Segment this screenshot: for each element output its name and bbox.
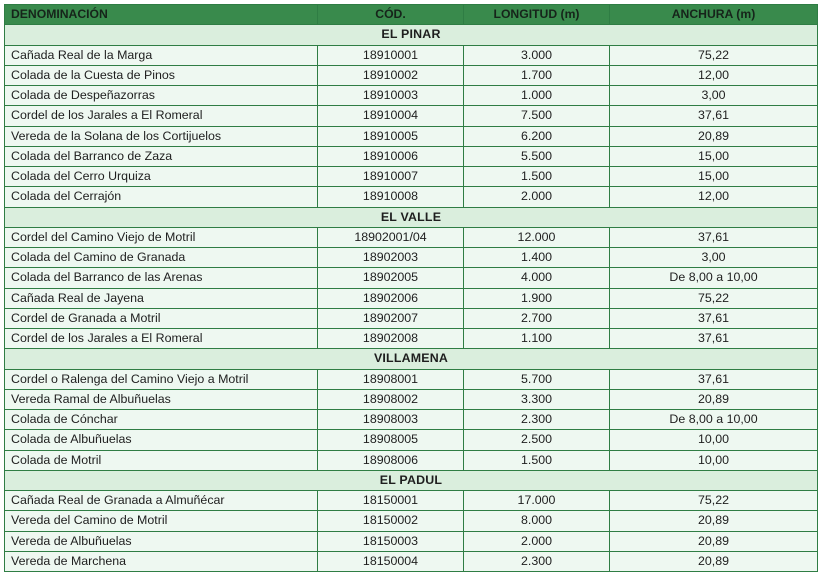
cell-cod: 18908005 <box>318 430 464 450</box>
table-row <box>5 308 818 328</box>
cell-longitud: 2.000 <box>464 187 610 207</box>
table-row <box>5 187 818 207</box>
table-row <box>5 227 818 247</box>
cell-longitud: 2.000 <box>464 531 610 551</box>
cell-cod: 18902005 <box>318 268 464 288</box>
header-cod: CÓD. <box>318 5 464 25</box>
table-row <box>5 389 818 409</box>
table-row <box>5 410 818 430</box>
cell-anchura: 12,00 <box>610 187 818 207</box>
cell-cod: 18150001 <box>318 491 464 511</box>
header-longitud: LONGITUD (m) <box>464 5 610 25</box>
cell-denominacion: Colada de Despeñazorras <box>5 86 318 106</box>
header-row <box>5 5 818 25</box>
cell-longitud: 5.500 <box>464 146 610 166</box>
cell-cod: 18902001/04 <box>318 227 464 247</box>
cell-cod: 18150003 <box>318 531 464 551</box>
table-row <box>5 65 818 85</box>
cell-longitud: 5.700 <box>464 369 610 389</box>
cell-cod: 18910005 <box>318 126 464 146</box>
cell-anchura: De 8,00 a 10,00 <box>610 268 818 288</box>
cell-denominacion: Cañada Real de Jayena <box>5 288 318 308</box>
cell-denominacion: Vereda del Camino de Motril <box>5 511 318 531</box>
cell-longitud: 12.000 <box>464 227 610 247</box>
cell-cod: 18910001 <box>318 45 464 65</box>
table-header <box>5 5 818 25</box>
table-row <box>5 450 818 470</box>
header-denominacion: DENOMINACIÓN <box>5 5 318 25</box>
cell-longitud: 3.000 <box>464 45 610 65</box>
cell-denominacion: Vereda de Marchena <box>5 551 318 571</box>
header-anchura: ANCHURA (m) <box>610 5 818 25</box>
table-row <box>5 491 818 511</box>
cell-anchura: 37,61 <box>610 369 818 389</box>
table-row <box>5 126 818 146</box>
cell-cod: 18910003 <box>318 86 464 106</box>
cell-denominacion: Colada de Motril <box>5 450 318 470</box>
table-row <box>5 511 818 531</box>
vias-pecuarias-table-container <box>4 4 818 572</box>
cell-anchura: 20,89 <box>610 126 818 146</box>
cell-denominacion: Vereda Ramal de Albuñuelas <box>5 389 318 409</box>
cell-cod: 18908006 <box>318 450 464 470</box>
cell-anchura: De 8,00 a 10,00 <box>610 410 818 430</box>
cell-longitud: 6.200 <box>464 126 610 146</box>
cell-denominacion: Colada de Cónchar <box>5 410 318 430</box>
cell-longitud: 7.500 <box>464 106 610 126</box>
cell-denominacion: Cordel o Ralenga del Camino Viejo a Motril <box>5 369 318 389</box>
cell-cod: 18908002 <box>318 389 464 409</box>
cell-anchura: 10,00 <box>610 430 818 450</box>
cell-denominacion: Colada del Camino de Granada <box>5 248 318 268</box>
cell-anchura: 75,22 <box>610 45 818 65</box>
cell-denominacion: Vereda de Albuñuelas <box>5 531 318 551</box>
group-row <box>5 349 818 369</box>
cell-longitud: 1.100 <box>464 329 610 349</box>
cell-denominacion: Colada de la Cuesta de Pinos <box>5 65 318 85</box>
cell-cod: 18902006 <box>318 288 464 308</box>
cell-longitud: 1.900 <box>464 288 610 308</box>
table-row <box>5 430 818 450</box>
cell-denominacion: Colada del Cerro Urquiza <box>5 167 318 187</box>
cell-denominacion: Cañada Real de la Marga <box>5 45 318 65</box>
table-row <box>5 288 818 308</box>
cell-longitud: 2.500 <box>464 430 610 450</box>
cell-denominacion: Colada del Barranco de Zaza <box>5 146 318 166</box>
cell-anchura: 37,61 <box>610 329 818 349</box>
table-row <box>5 248 818 268</box>
cell-denominacion: Cordel de los Jarales a El Romeral <box>5 329 318 349</box>
cell-longitud: 1.400 <box>464 248 610 268</box>
cell-cod: 18910007 <box>318 167 464 187</box>
cell-longitud: 1.500 <box>464 450 610 470</box>
cell-longitud: 1.700 <box>464 65 610 85</box>
cell-denominacion: Cañada Real de Granada a Almuñécar <box>5 491 318 511</box>
cell-cod: 18150004 <box>318 551 464 571</box>
cell-anchura: 37,61 <box>610 106 818 126</box>
group-row <box>5 470 818 490</box>
cell-anchura: 12,00 <box>610 65 818 85</box>
cell-cod: 18910006 <box>318 146 464 166</box>
cell-anchura: 15,00 <box>610 146 818 166</box>
cell-denominacion: Cordel de los Jarales a El Romeral <box>5 106 318 126</box>
cell-longitud: 2.300 <box>464 410 610 430</box>
cell-longitud: 2.700 <box>464 308 610 328</box>
cell-cod: 18902003 <box>318 248 464 268</box>
cell-cod: 18910002 <box>318 65 464 85</box>
group-title: EL PADUL <box>5 470 818 490</box>
table-row <box>5 146 818 166</box>
table-row <box>5 167 818 187</box>
cell-anchura: 20,89 <box>610 511 818 531</box>
cell-cod: 18150002 <box>318 511 464 531</box>
table-row <box>5 106 818 126</box>
cell-longitud: 1.000 <box>464 86 610 106</box>
cell-cod: 18910008 <box>318 187 464 207</box>
table-row <box>5 369 818 389</box>
cell-cod: 18902007 <box>318 308 464 328</box>
cell-longitud: 4.000 <box>464 268 610 288</box>
cell-denominacion: Colada del Cerrajón <box>5 187 318 207</box>
group-title: EL PINAR <box>5 25 818 45</box>
cell-denominacion: Vereda de la Solana de los Cortijuelos <box>5 126 318 146</box>
cell-longitud: 17.000 <box>464 491 610 511</box>
cell-cod: 18910004 <box>318 106 464 126</box>
cell-denominacion: Colada de Albuñuelas <box>5 430 318 450</box>
table-row <box>5 531 818 551</box>
cell-anchura: 10,00 <box>610 450 818 470</box>
table-row <box>5 45 818 65</box>
group-title: EL VALLE <box>5 207 818 227</box>
cell-anchura: 3,00 <box>610 86 818 106</box>
vias-pecuarias-table <box>4 4 818 572</box>
cell-denominacion: Colada del Barranco de las Arenas <box>5 268 318 288</box>
cell-denominacion: Cordel de Granada a Motril <box>5 308 318 328</box>
cell-anchura: 75,22 <box>610 491 818 511</box>
table-row <box>5 329 818 349</box>
group-title: VILLAMENA <box>5 349 818 369</box>
cell-longitud: 2.300 <box>464 551 610 571</box>
cell-anchura: 75,22 <box>610 288 818 308</box>
cell-anchura: 20,89 <box>610 551 818 571</box>
cell-cod: 18908003 <box>318 410 464 430</box>
cell-anchura: 20,89 <box>610 531 818 551</box>
cell-longitud: 3.300 <box>464 389 610 409</box>
group-row <box>5 207 818 227</box>
table-row <box>5 86 818 106</box>
table-body <box>5 25 818 572</box>
table-row <box>5 551 818 571</box>
cell-denominacion: Cordel del Camino Viejo de Motril <box>5 227 318 247</box>
table-row <box>5 268 818 288</box>
cell-anchura: 37,61 <box>610 227 818 247</box>
cell-anchura: 20,89 <box>610 389 818 409</box>
cell-cod: 18902008 <box>318 329 464 349</box>
cell-longitud: 8.000 <box>464 511 610 531</box>
cell-anchura: 15,00 <box>610 167 818 187</box>
group-row <box>5 25 818 45</box>
cell-cod: 18908001 <box>318 369 464 389</box>
cell-anchura: 3,00 <box>610 248 818 268</box>
cell-longitud: 1.500 <box>464 167 610 187</box>
cell-anchura: 37,61 <box>610 308 818 328</box>
